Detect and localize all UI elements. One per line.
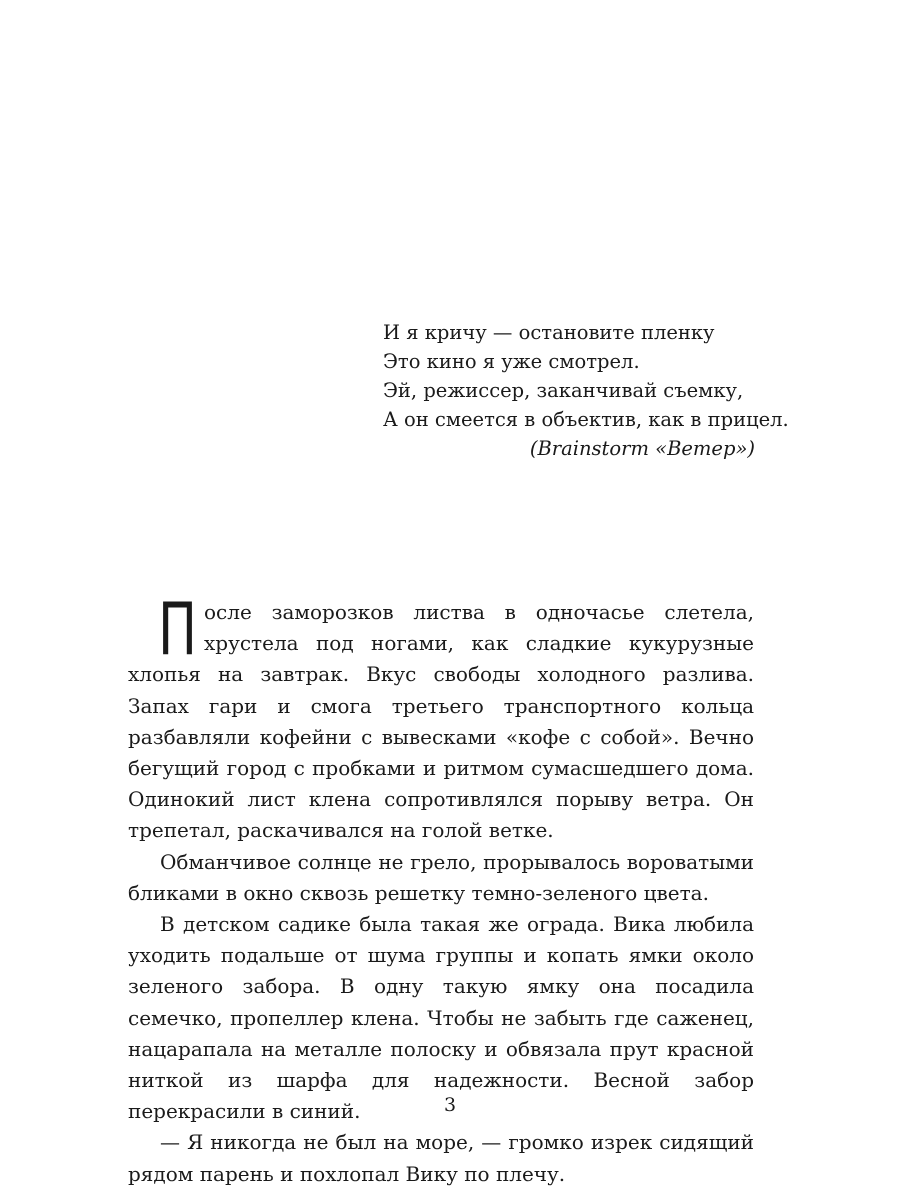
epigraph-line: Эй, режиссер, заканчивай съемку, bbox=[383, 379, 744, 402]
paragraph bbox=[128, 587, 754, 847]
paragraph-text: осле заморозков листва в одночасье слетела, хрустела под ногами, как сладкие кукурузные хлопья на завтрак. Вкус свободы холодного разлива. Запах гари и смога третьего транспортного кольца разбавляли кофейни с вывесками «кофе с собой». Вечно бегущий город с пробками и ритмом сумасшедшего дома. Одинокий лист клена сопротивлялся порыву ветра. Он трепетал, раскачивался на голой ветке. bbox=[128, 600, 754, 843]
paragraph: — Я никогда не был на море, — громко изрек сидящий рядом парень и похлопал Вику по плечу. bbox=[128, 1130, 754, 1186]
epigraph-source: (Brainstorm «Ветер») bbox=[529, 437, 755, 460]
page-number: 3 bbox=[443, 1094, 457, 1116]
paragraph: В детском садике была такая же ограда. Вика любила уходить подальше от шума группы и копать ямки около зеленого забора. В одну такую ямку она посадила семечко, пропеллер клена. Чтобы не забыть где саженец, нацарапала на металле полоску и обвязала прут красной ниткой из шарфа для надежности. Весной забор перекрасили в синий. bbox=[128, 912, 754, 1124]
drop-cap: П bbox=[158, 587, 197, 671]
epigraph-line: Это кино я уже смотрел. bbox=[383, 350, 640, 373]
epigraph bbox=[383, 318, 789, 463]
paragraph: Обманчивое солнце не грело, прорывалось вороватыми бликами в окно сквозь решетку темно-зеленого цвета. bbox=[128, 849, 754, 905]
epigraph-line: И я кричу — остановите пленку bbox=[383, 321, 715, 344]
epigraph-line: А он смеется в объектив, как в прицел. bbox=[383, 408, 789, 431]
